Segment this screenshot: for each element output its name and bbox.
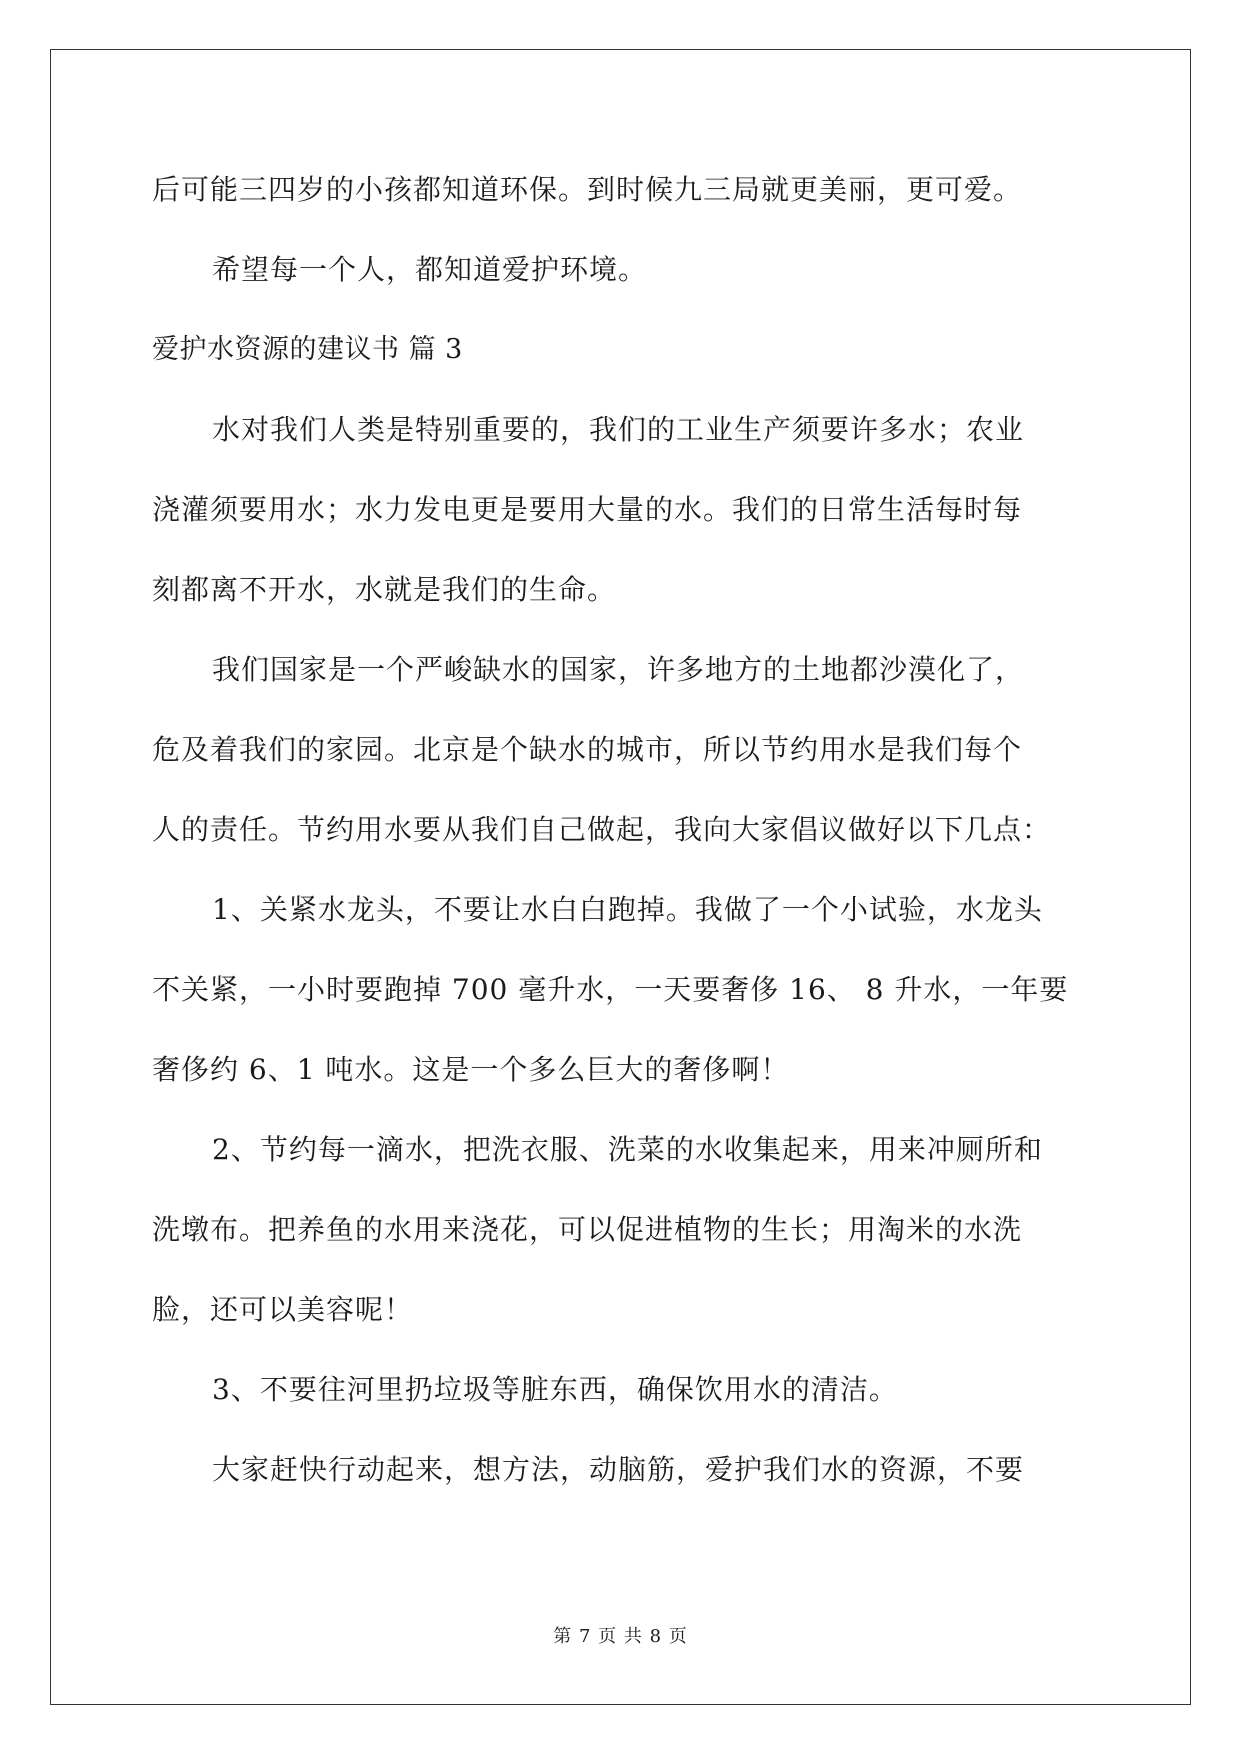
text-line: 人的责任。节约用水要从我们自己做起，我向大家倡议做好以下几点： <box>152 813 1052 846</box>
text-line: 2、节约每一滴水，把洗衣服、洗菜的水收集起来，用来冲厕所和 <box>212 1133 1043 1166</box>
text-line: 希望每一个人，都知道爱护环境。 <box>212 253 648 286</box>
text-line: 3、不要往河里扔垃圾等脏东西，确保饮用水的清洁。 <box>212 1373 898 1406</box>
text-line: 水对我们人类是特别重要的，我们的工业生产须要许多水；农业 <box>212 413 1025 446</box>
text-line: 洗墩布。把养鱼的水用来浇花，可以促进植物的生长；用淘米的水洗 <box>152 1213 1023 1246</box>
text-line: 不关紧，一小时要跑掉 700 毫升水，一天要奢侈 16、 8 升水，一年要 <box>152 973 1069 1006</box>
text-line: 我们国家是一个严峻缺水的国家，许多地方的土地都沙漠化了， <box>212 653 1025 686</box>
text-line: 大家赶快行动起来，想方法，动脑筋，爱护我们水的资源，不要 <box>212 1453 1025 1486</box>
text-line: 脸，还可以美容呢！ <box>152 1293 414 1326</box>
text-line: 后可能三四岁的小孩都知道环保。到时候九三局就更美丽，更可爱。 <box>152 173 1023 206</box>
page-number-footer: 第 7 页 共 8 页 <box>553 1626 688 1647</box>
text-line: 浇灌须要用水；水力发电更是要用大量的水。我们的日常生活每时每 <box>152 493 1023 526</box>
text-line: 刻都离不开水，水就是我们的生命。 <box>152 573 617 606</box>
text-line: 1、关紧水龙头，不要让水白白跑掉。我做了一个小试验，水龙头 <box>212 893 1043 926</box>
text-line: 危及着我们的家园。北京是个缺水的城市，所以节约用水是我们每个 <box>152 733 1023 766</box>
section-heading: 爱护水资源的建议书 篇 3 <box>152 334 463 365</box>
text-line: 奢侈约 6、1 吨水。这是一个多么巨大的奢侈啊！ <box>152 1053 790 1086</box>
